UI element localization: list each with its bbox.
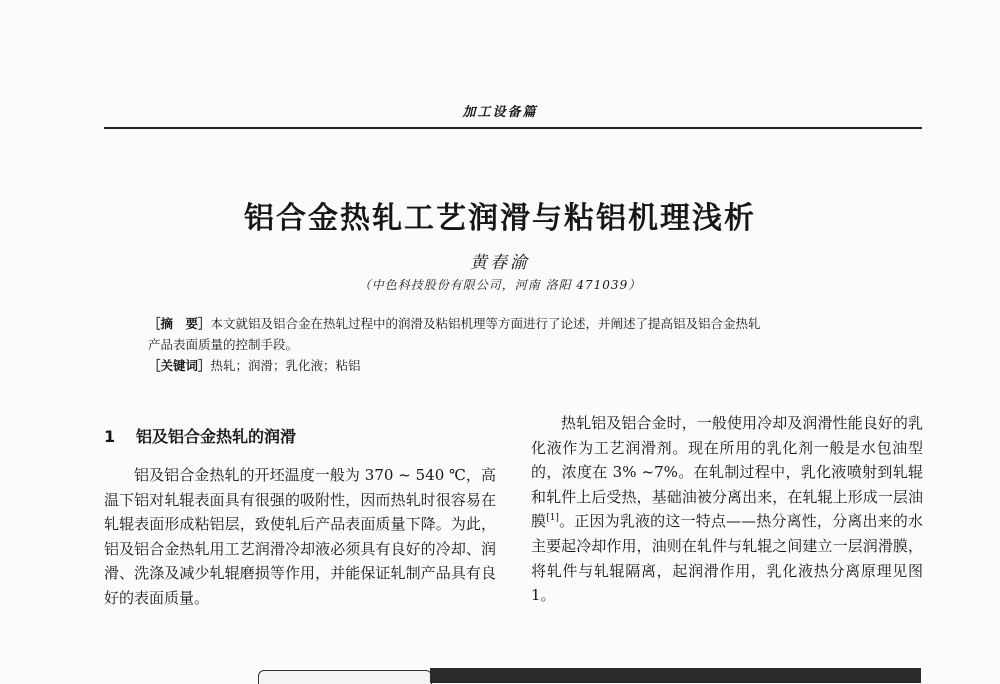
section-1-paragraph: 铝及铝合金热轧的开坯温度一般为 370 ~ 540 ℃，高温下铝对轧辊表面具有很强的吸附性，因而热轧时很容易在轧辊表面形成粘铝层，致使轧后产品表面质量下降。为此，铝及铝合金热轧用工艺润滑冷却液必须具有良好的冷却、润滑、洗涤及减少轧辊磨损等作用，并能保证轧制产品具有良好的表面质量。 xyxy=(104,466,496,607)
abstract-paragraph xyxy=(148,313,888,355)
right-paragraph-part1: 热轧铝及铝合金时，一般使用冷却及润滑性能良好的乳化液作为工艺润滑剂。现在所用的乳化剂一般是水包油型的，浓度在 3% ~7%。在轧制过程中，乳化液喷射到轧辊和轧件上后受热，基础油被分离出来，在轧辊上形成一层油膜 xyxy=(531,414,923,531)
article-title: 铝合金热轧工艺润滑与粘铝机理浅析 xyxy=(244,201,756,236)
abstract-label: ［摘 要］ xyxy=(148,316,211,331)
keywords-line xyxy=(148,355,888,376)
journal-section-label: 加工设备篇 xyxy=(462,105,538,120)
abstract-text-line2: 产品表面质量的控制手段。 xyxy=(148,337,299,352)
author-affiliation: （中色科技股份有限公司，河南 洛阳 471039） xyxy=(358,278,642,292)
abstract-block xyxy=(148,313,888,376)
section-title: 铝及铝合金热轧的润滑 xyxy=(136,427,297,446)
section-number: 1 xyxy=(104,427,116,446)
abstract-text-line1: 本文就铝及铝合金在热轧过程中的润滑及粘铝机理等方面进行了论述，并阐述了提高铝及铝合金热轧 xyxy=(210,316,761,331)
header-rule xyxy=(104,127,922,129)
figure-1-top-edge xyxy=(258,668,921,683)
figure-frame-light xyxy=(258,670,432,684)
right-paragraph-part2: 。正因为乳液的这一特点——热分离性，分离出来的水主要起冷却作用，油则在轧件与轧辊之间建立一层润滑膜，将轧件与轧辊隔离，起润滑作用，乳化液热分离原理见图 1。 xyxy=(531,512,923,605)
keywords-text: 热轧；润滑；乳化液；粘铝 xyxy=(210,358,361,373)
section-1-heading xyxy=(104,424,296,447)
figure-frame-dark xyxy=(430,668,921,683)
right-column-paragraph xyxy=(531,411,923,608)
article-author: 黄春渝 xyxy=(470,253,530,273)
keywords-label: ［关键词］ xyxy=(148,358,211,373)
citation-1: [1] xyxy=(546,513,559,524)
